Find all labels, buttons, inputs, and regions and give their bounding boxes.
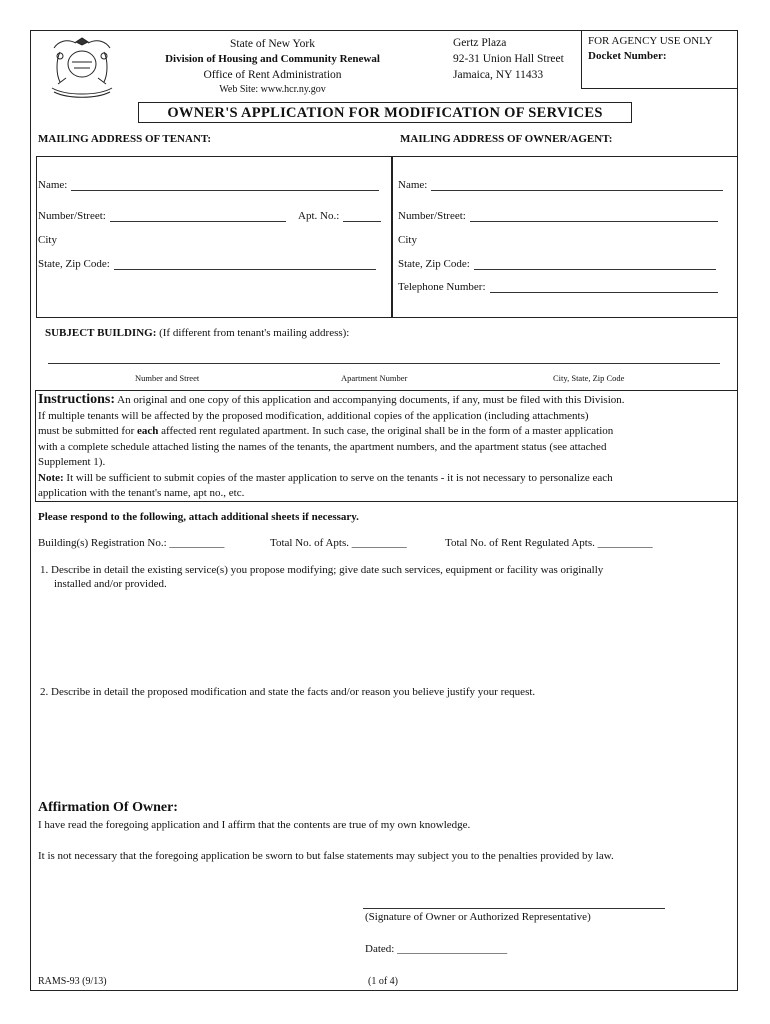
form-id: RAMS-93 (9/13) <box>38 976 107 987</box>
tenant-street-field[interactable] <box>38 210 286 222</box>
instructions-line-1: An original and one copy of this application and accompanying documents, if any, must be filed with this Division. <box>117 394 625 406</box>
signature-line[interactable] <box>363 908 665 909</box>
owner-state-zip-field[interactable] <box>398 258 716 270</box>
owner-phone-field[interactable] <box>398 281 718 293</box>
building-registration-field[interactable]: Building(s) Registration No.: __________ <box>38 537 225 549</box>
owner-name-label: Name: <box>398 179 428 191</box>
address-line-3: Jamaica, NY 11433 <box>453 69 544 81</box>
respond-instruction: Please respond to the following, attach additional sheets if necessary. <box>38 511 359 523</box>
instructions-heading: Instructions: <box>38 392 116 407</box>
subject-building-label: SUBJECT BUILDING: <box>45 327 157 339</box>
owner-address-heading: MAILING ADDRESS OF OWNER/AGENT: <box>400 133 613 145</box>
agency-office: Office of Rent Administration <box>203 69 342 81</box>
question-2-answer-area[interactable] <box>40 702 730 794</box>
penalty-notice: It is not necessary that the foregoing application be sworn to but false statements may subject you to the penalties provided by law. <box>38 850 614 862</box>
agency-use-box <box>581 30 738 89</box>
instructions-text <box>38 392 736 502</box>
tenant-state-zip-field[interactable] <box>38 258 376 270</box>
instructions-line-5: Supplement 1). <box>38 456 106 468</box>
subject-apt-caption: Apartment Number <box>341 373 408 383</box>
new-york-state-seal-icon <box>46 34 118 100</box>
question-1-answer-area[interactable] <box>40 590 730 682</box>
subject-city-caption: City, State, Zip Code <box>553 373 625 383</box>
instructions-line-7: application with the tenant's name, apt no., etc. <box>38 487 245 499</box>
owner-city-label: City <box>398 234 417 246</box>
agency-division: Division of Housing and Community Renewal <box>165 53 380 65</box>
question-1 <box>40 563 603 591</box>
owner-phone-label: Telephone Number: <box>398 281 486 293</box>
total-apts-field[interactable]: Total No. of Apts. __________ <box>270 537 407 549</box>
subject-building-heading <box>45 327 349 339</box>
question-1-text-cont: installed and/or provided. <box>54 578 167 590</box>
total-rent-regulated-field[interactable]: Total No. of Rent Regulated Apts. __________ <box>445 537 653 549</box>
tenant-apt-field[interactable] <box>298 210 381 222</box>
tenant-name-label: Name: <box>38 179 68 191</box>
subject-street-caption: Number and Street <box>135 373 200 383</box>
note-label: Note: <box>38 471 64 484</box>
page-number: (1 of 4) <box>368 976 398 987</box>
tenant-apt-label: Apt. No.: <box>298 210 340 222</box>
instructions-line-2: If multiple tenants will be affected by the proposed modification, additional copies of the application (including attachments) <box>38 409 589 422</box>
instructions-line-3: must be submitted for each affected rent regulated apartment. In such case, the original shall be in the form of a master application <box>38 425 614 437</box>
affirmation-heading: Affirmation Of Owner: <box>38 800 178 815</box>
tenant-state-zip-label: State, Zip Code: <box>38 258 110 270</box>
tenant-name-field[interactable] <box>38 179 379 191</box>
agency-state: State of New York <box>230 38 315 50</box>
question-1-text: 1. Describe in detail the existing service(s) you propose modifying; give date such services, equipment or facility was originally <box>40 564 604 576</box>
subject-building-note: (If different from tenant's mailing address): <box>159 327 350 339</box>
subject-building-line[interactable] <box>48 363 720 364</box>
address-line-1: Gertz Plaza <box>453 37 507 49</box>
question-2-text: 2. Describe in detail the proposed modification and state the facts and/or reason you believe justify your request. <box>40 686 536 698</box>
tenant-city-label: City <box>38 234 57 246</box>
tenant-address-heading: MAILING ADDRESS OF TENANT: <box>38 133 212 145</box>
instructions-line-4: with a complete schedule attached listing the names of the tenants, the apartment numbers, and the apartment status (see attached <box>38 440 607 453</box>
owner-state-zip-label: State, Zip Code: <box>398 258 470 270</box>
owner-street-field[interactable] <box>398 210 718 222</box>
address-line-2: 92-31 Union Hall Street <box>453 53 564 65</box>
form-title: OWNER'S APPLICATION FOR MODIFICATION OF SERVICES <box>138 102 632 123</box>
agency-website: Web Site: www.hcr.ny.gov <box>219 84 326 95</box>
instructions-note: Note: It will be sufficient to submit copies of the master application to serve on the tenants - it is not necessary to personalize each <box>38 471 613 484</box>
dated-field[interactable]: Dated: ____________________ <box>365 943 508 955</box>
tenant-street-label: Number/Street: <box>38 210 106 222</box>
signature-caption: (Signature of Owner or Authorized Representative) <box>365 911 591 923</box>
docket-number-label: Docket Number: <box>588 50 667 62</box>
owner-street-label: Number/Street: <box>398 210 466 222</box>
agency-use-label: FOR AGENCY USE ONLY <box>588 35 713 47</box>
owner-name-field[interactable] <box>398 179 723 191</box>
affirmation-text: I have read the foregoing application and I affirm that the contents are true of my own knowledge. <box>38 819 471 831</box>
